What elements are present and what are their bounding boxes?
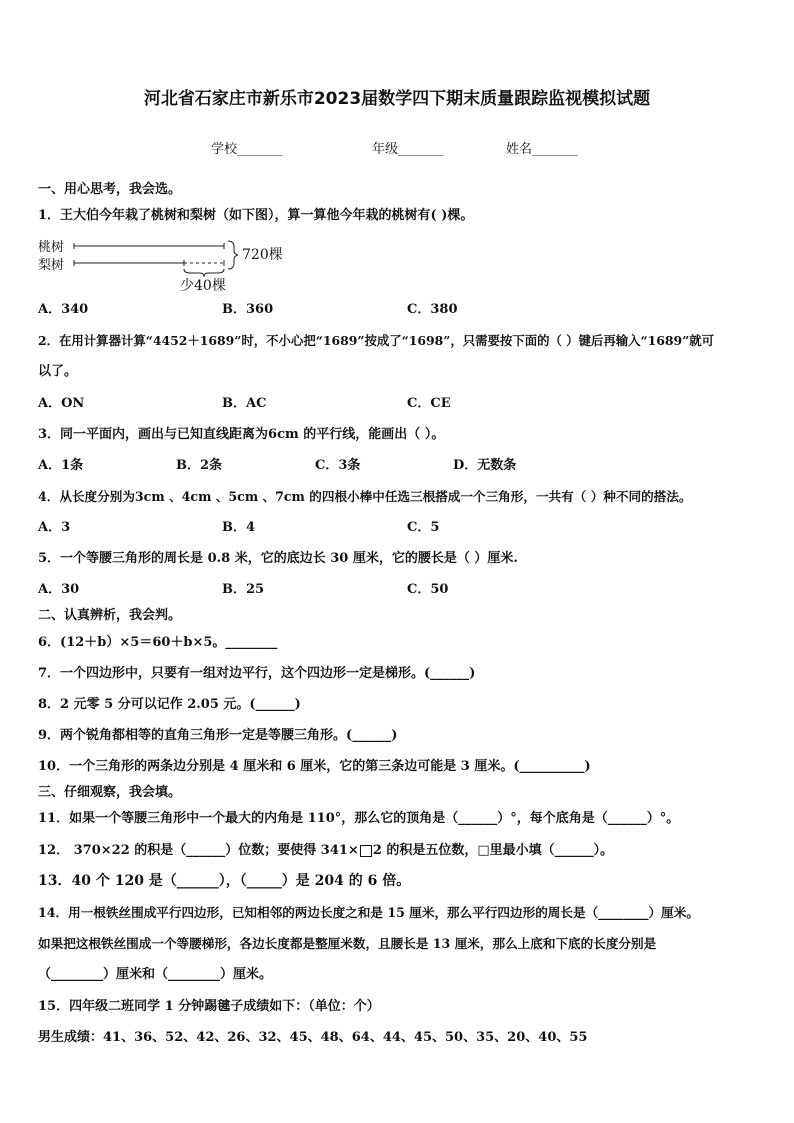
option-2b[interactable]: B．AC	[222, 396, 267, 411]
option-5b[interactable]: B．25	[222, 582, 265, 597]
peach-label: 桃树	[38, 240, 65, 255]
section-heading-1: 一、用心思考，我会选。	[38, 182, 182, 197]
question-12	[38, 843, 613, 859]
line-segment-diagram	[38, 233, 298, 293]
question-12-after: 2 的积是五位数，□里最小填（______）。	[372, 843, 614, 858]
name-field[interactable]: 姓名_______	[506, 142, 578, 157]
section-heading-3: 三、仔细观察，我会填。	[38, 785, 182, 800]
question-6: 6．(12＋b）×5＝60＋b×5。________	[38, 635, 278, 650]
question-9: 9．两个锐角都相等的直角三角形一定是等腰三角形。(______)	[38, 728, 398, 743]
less-label: 少40棵	[180, 278, 226, 294]
option-4a[interactable]: A．3	[38, 520, 71, 535]
section-heading-2: 二、认真辨析，我会判。	[38, 608, 182, 623]
question-13: 13．40 个 120 是（______），（_____）是 204 的 6 倍。	[38, 873, 411, 889]
question-11: 11．如果一个等腰三角形中一个最大的内角是 110°，那么它的顶角是（______）°，每个底角是（______）°。	[38, 811, 680, 826]
question-14-line-2: 如果把这根铁丝围成一个等腰梯形，各边长度都是整厘米数，且腰长是 13 厘米，那么上底和下底的长度分别是	[38, 936, 657, 951]
option-4c[interactable]: C．5	[407, 520, 440, 535]
question-2-line-1: 2．在用计算器计算“4452＋1689”时，不小心把“1689”按成了“1698”，只需要按下面的（ ）键后再输入“1689”就可	[38, 333, 715, 348]
question-3: 3．同一平面内，画出与已知直线距离为6cm 的平行线，能画出（ ）。	[38, 427, 445, 442]
question-2-line-2: 以了。	[38, 364, 78, 379]
grade-field[interactable]: 年级_______	[372, 142, 444, 157]
option-5c[interactable]: C．50	[407, 582, 449, 597]
question-12-before: 12． 370×22 的积是（______）位数；要使得 341×	[38, 843, 359, 858]
option-1b[interactable]: B．360	[222, 302, 274, 317]
option-4b[interactable]: B．4	[222, 520, 256, 535]
option-5a[interactable]: A．30	[38, 582, 80, 597]
question-4: 4．从长度分别为3cm 、4cm 、5cm 、7cm 的四根小棒中任选三根搭成一个三角形，一共有（ ）种不同的搭法。	[38, 489, 692, 504]
question-14-line-3: （________）厘米和（________）厘米。	[38, 967, 273, 982]
boys-scores: 男生成绩：41、36、52、42、26、32、45、48、64、44、45、50、35、20、40、55	[38, 1030, 588, 1045]
option-2a[interactable]: A．ON	[38, 396, 85, 411]
question-15: 15．四年级二班同学 1 分钟踢毽子成绩如下：（单位：个）	[38, 999, 380, 1014]
option-1a[interactable]: A．340	[38, 302, 89, 317]
option-3a[interactable]: A．1条	[38, 458, 84, 473]
total-label: 720棵	[242, 247, 283, 263]
question-8: 8．2 元零 5 分可以记作 2.05 元。(______)	[38, 697, 301, 712]
option-3d[interactable]: D．无数条	[453, 458, 517, 473]
school-field[interactable]: 学校_______	[211, 142, 283, 157]
question-1: 1．王大伯今年栽了桃树和梨树（如下图），算一算他今年栽的桃树有( )棵。	[38, 208, 474, 223]
question-5: 5．一个等腰三角形的周长是 0.8 米，它的底边长 30 厘米，它的腰长是（ ）厘米.	[38, 551, 518, 566]
pear-label: 梨树	[38, 258, 65, 273]
page-title: 河北省石家庄市新乐市2023届数学四下期末质量跟踪监视模拟试题	[143, 89, 651, 109]
answer-box[interactable]	[360, 845, 372, 857]
option-3b[interactable]: B．2条	[176, 458, 223, 473]
question-10: 10．一个三角形的两条边分别是 4 厘米和 6 厘米，它的第三条边可能是 3 厘米。(__________)	[38, 759, 591, 774]
question-7: 7．一个四边形中，只要有一组对边平行，这个四边形一定是梯形。(______)	[38, 666, 476, 681]
option-1c[interactable]: C．380	[407, 302, 458, 317]
option-3c[interactable]: C．3条	[315, 458, 361, 473]
option-2c[interactable]: C．CE	[407, 396, 451, 411]
question-14-line-1: 14．用一根铁丝围成平行四边形，已知相邻的两边长度之和是 15 厘米，那么平行四边形的周长是（________）厘米。	[38, 905, 699, 920]
